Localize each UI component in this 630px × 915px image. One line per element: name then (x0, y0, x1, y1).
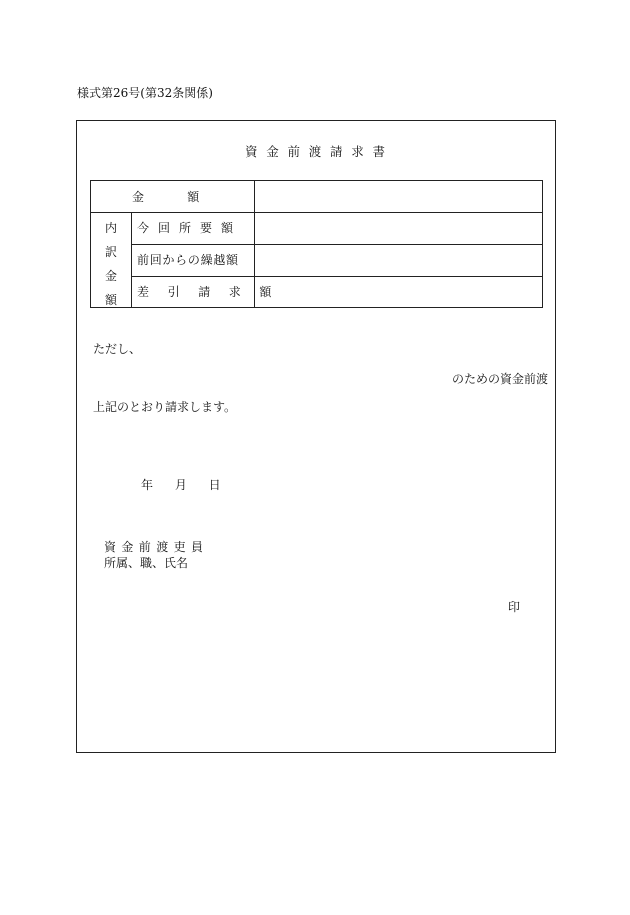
breakdown-char: 金 (104, 269, 117, 283)
amount-label: 金額 (132, 190, 243, 204)
note-prefix: ただし、 (93, 342, 142, 356)
seal-mark: 印 (508, 600, 521, 614)
table-divider (131, 212, 132, 308)
officer-title: 資金前渡吏員 (104, 540, 209, 554)
row-label-carryover: 前回からの繰越額 (137, 253, 239, 267)
officer-info: 所属、職、氏名 (104, 556, 189, 570)
breakdown-label (100, 216, 122, 312)
form-number: 様式第26号(第32条関係) (77, 86, 213, 100)
breakdown-char: 額 (104, 293, 117, 307)
date-line: 年 月 日 (141, 478, 221, 492)
table-divider (90, 212, 543, 213)
note-purpose-suffix: のための資金前渡 (452, 372, 549, 386)
breakdown-char: 訳 (104, 245, 117, 259)
table-divider (131, 276, 543, 277)
note-request: 上記のとおり請求します。 (93, 400, 237, 414)
breakdown-char: 内 (104, 221, 117, 235)
row-label-net-request: 差引請求額 (137, 285, 291, 299)
table-divider (131, 244, 543, 245)
page-title: 資金前渡請求書 (244, 144, 394, 159)
row-label-current-required: 今回所要額 (137, 221, 243, 235)
